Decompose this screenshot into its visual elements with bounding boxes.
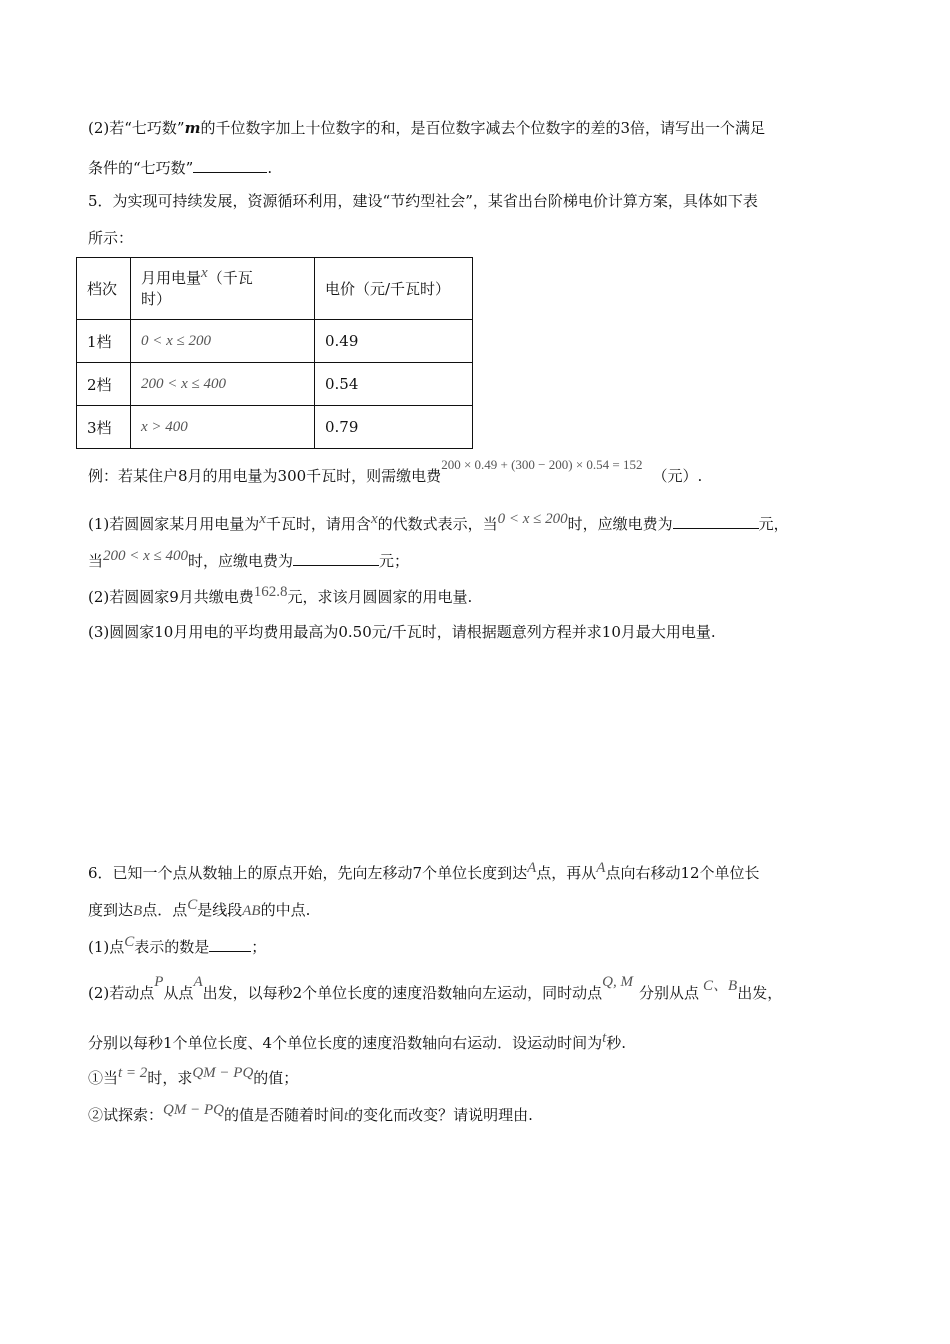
period: . (267, 159, 273, 177)
price-cell: 0.54 (315, 363, 473, 406)
q4-part2-rest: 的千位数字加上十位数字的和，是百位数字减去个位数字的差的3倍，请写出一个满足 (200, 119, 766, 137)
tier-cell: 3档 (77, 406, 131, 449)
header-tier: 档次 (77, 258, 131, 320)
answer-blank[interactable] (673, 512, 759, 529)
table-header-row (77, 258, 473, 320)
range-cell: x > 400 (131, 406, 315, 449)
tier-cell: 1档 (77, 320, 131, 363)
q6-part2-line2: 分别以每秒1个单位长度、4个单位长度的速度沿数轴向右运动．设运动时间为t秒. (88, 1030, 627, 1052)
price-cell: 0.79 (315, 406, 473, 449)
q5-part1-line1: (1)若圆圆家某月用电量为x千瓦时，请用含x的代数式表示，当0 < x ≤ 200时，应缴电费为 元， (88, 511, 789, 533)
q4-part2-line1 (88, 117, 765, 139)
q6-part1: (1)点C表示的数是 ； (88, 934, 267, 956)
q5-part2: (2)若圆圆家9月共缴电费162.8元，求该月圆圆家的用电量. (88, 584, 473, 606)
table-row (77, 320, 473, 363)
answer-blank[interactable] (209, 935, 251, 952)
tier-cell: 2档 (77, 363, 131, 406)
q6-line1: 6．已知一个点从数轴上的原点开始，先向左移动7个单位长度到达A点，再从A点向右移动12个单位长 (88, 860, 760, 882)
q5-intro-line2: 所示： (88, 229, 134, 247)
header-price: 电价（元/千瓦时） (315, 258, 473, 320)
q5-part3: (3)圆圆家10月用电的平均费用最高为0.50元/千瓦时，请根据题意列方程并求10月最大用电量. (88, 623, 716, 641)
header-usage: 月用电量x（千瓦 时） (131, 258, 315, 320)
q6-sub1: ①当t = 2时，求QM − PQ的值； (88, 1065, 299, 1087)
var-m: m (184, 119, 201, 137)
q6-sub2: ②试探索：QM − PQ的值是否随着时间t的变化而改变？请说明理由. (88, 1102, 533, 1124)
range-cell: 200 < x ≤ 400 (131, 363, 315, 406)
example-formula: 200 × 0.49 + (300 − 200) × 0.54 = 152 (441, 457, 643, 472)
range-cell: 0 < x ≤ 200 (131, 320, 315, 363)
q4-part2-line2 (88, 156, 272, 179)
price-cell: 0.49 (315, 320, 473, 363)
tier-price-table (76, 257, 473, 449)
q5-part1-line2: 当200 < x ≤ 400时，应缴电费为 元； (88, 548, 410, 570)
answer-blank[interactable] (293, 549, 379, 566)
q6-line2: 度到达B点．点C是线段AB的中点. (88, 897, 311, 919)
q5-intro-line1: 5．为实现可持续发展，资源循环利用，建设“节约型社会”，某省出台阶梯电价计算方案，具体如下表 (88, 192, 758, 210)
q6-part2-line1: (2)若动点P从点A出发，以每秒2个单位长度的速度沿数轴向左运动，同时动点Q, M分别从点 C、B出发， (88, 974, 783, 1002)
answer-blank[interactable] (193, 156, 267, 173)
table-row (77, 406, 473, 449)
q5-example: 例：若某住户8月的用电量为300千瓦时，则需缴电费200 × 0.49 + (300 − 200) × 0.54 = 152（元）. (88, 457, 703, 485)
table-row (77, 363, 473, 406)
q4-part2-line2-text: 条件的“七巧数” (88, 159, 194, 177)
q4-part2-prefix: (2)若“七巧数” (88, 119, 185, 137)
